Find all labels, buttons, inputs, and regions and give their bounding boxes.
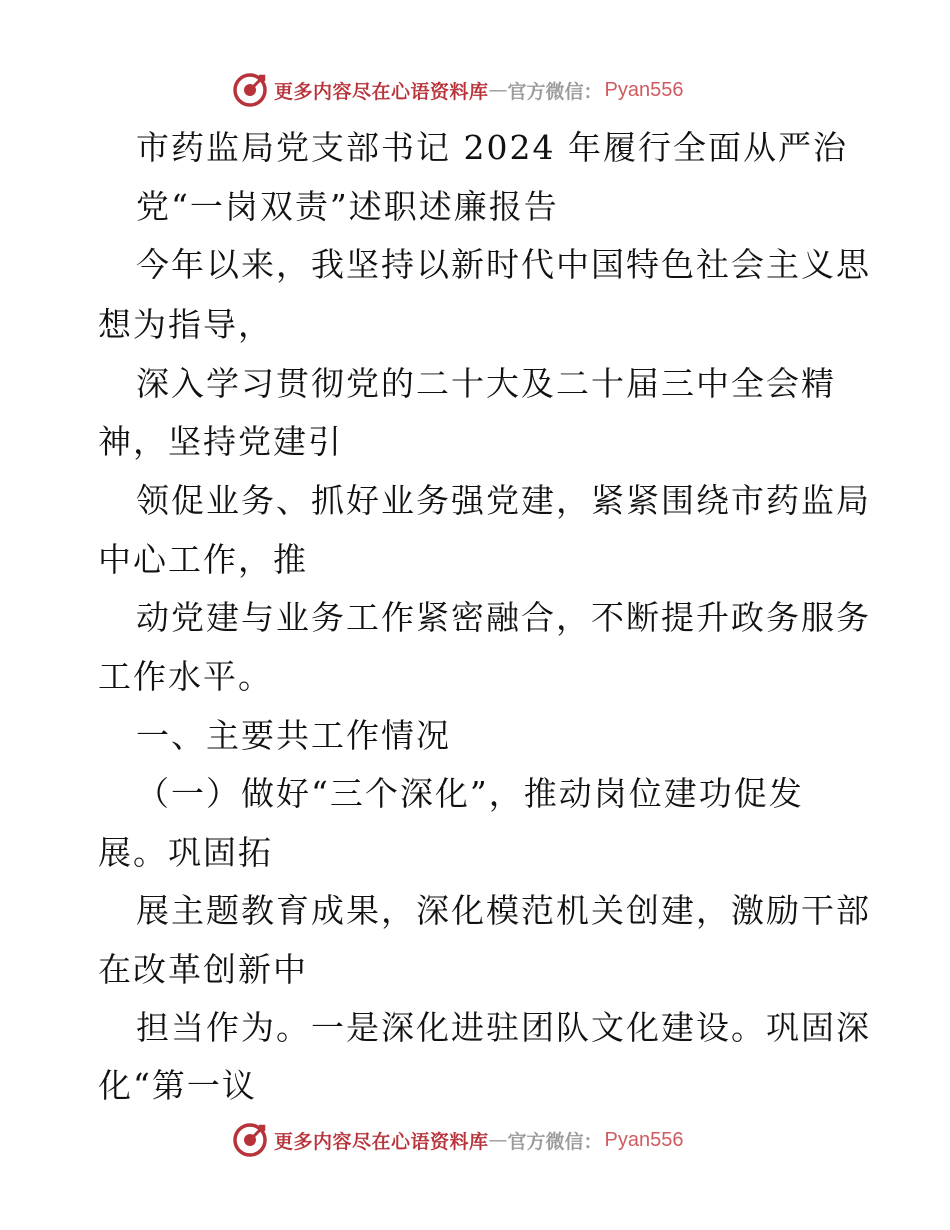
footer-watermark: [232, 1122, 684, 1158]
paragraph-line: 想为指导，: [98, 305, 273, 344]
paragraph-line: 在改革创新中: [98, 950, 308, 989]
watermark-contact-id: Pyan556: [604, 1128, 684, 1151]
document-title-line-2: 党“一岗双责”述职述廉报告: [136, 187, 559, 226]
section-heading: 一、主要共工作情况: [136, 716, 451, 755]
logo-icon: [232, 1122, 268, 1158]
header-watermark: [232, 72, 684, 108]
watermark-contact-label: 官方微信：: [507, 80, 603, 103]
paragraph-line: 担当作为。一是深化进驻团队文化建设。巩固深: [136, 1008, 871, 1047]
document-title-line-1: 市药监局党支部书记 2024 年履行全面从严治: [136, 128, 848, 167]
paragraph-line: 中心工作，推: [98, 540, 308, 579]
watermark-brand-text: 更多内容尽在心语资料库: [274, 80, 489, 103]
paragraph-line: 今年以来，我坚持以新时代中国特色社会主义思: [136, 245, 871, 284]
watermark-dash: —: [488, 79, 508, 101]
watermark-dash: —: [488, 1129, 508, 1151]
subsection-heading: （一）做好“三个深化”，推动岗位建功促发: [136, 774, 804, 813]
watermark-contact-id: Pyan556: [604, 78, 684, 101]
paragraph-line: 展。巩固拓: [98, 833, 273, 872]
paragraph-line: 动党建与业务工作紧密融合，不断提升政务服务: [136, 598, 871, 637]
watermark-brand-text: 更多内容尽在心语资料库: [274, 1130, 489, 1153]
watermark-contact-label: 官方微信：: [507, 1130, 603, 1153]
paragraph-line: 领促业务、抓好业务强党建，紧紧围绕市药监局: [136, 481, 871, 520]
paragraph-line: 深入学习贯彻党的二十大及二十届三中全会精: [136, 364, 836, 403]
paragraph-line: 工作水平。: [98, 657, 273, 696]
paragraph-line: 化“第一议: [98, 1066, 257, 1105]
paragraph-line: 展主题教育成果，深化模范机关创建，激励干部: [136, 891, 871, 930]
paragraph-line: 神，坚持党建引: [98, 422, 343, 461]
logo-icon: [232, 72, 268, 108]
